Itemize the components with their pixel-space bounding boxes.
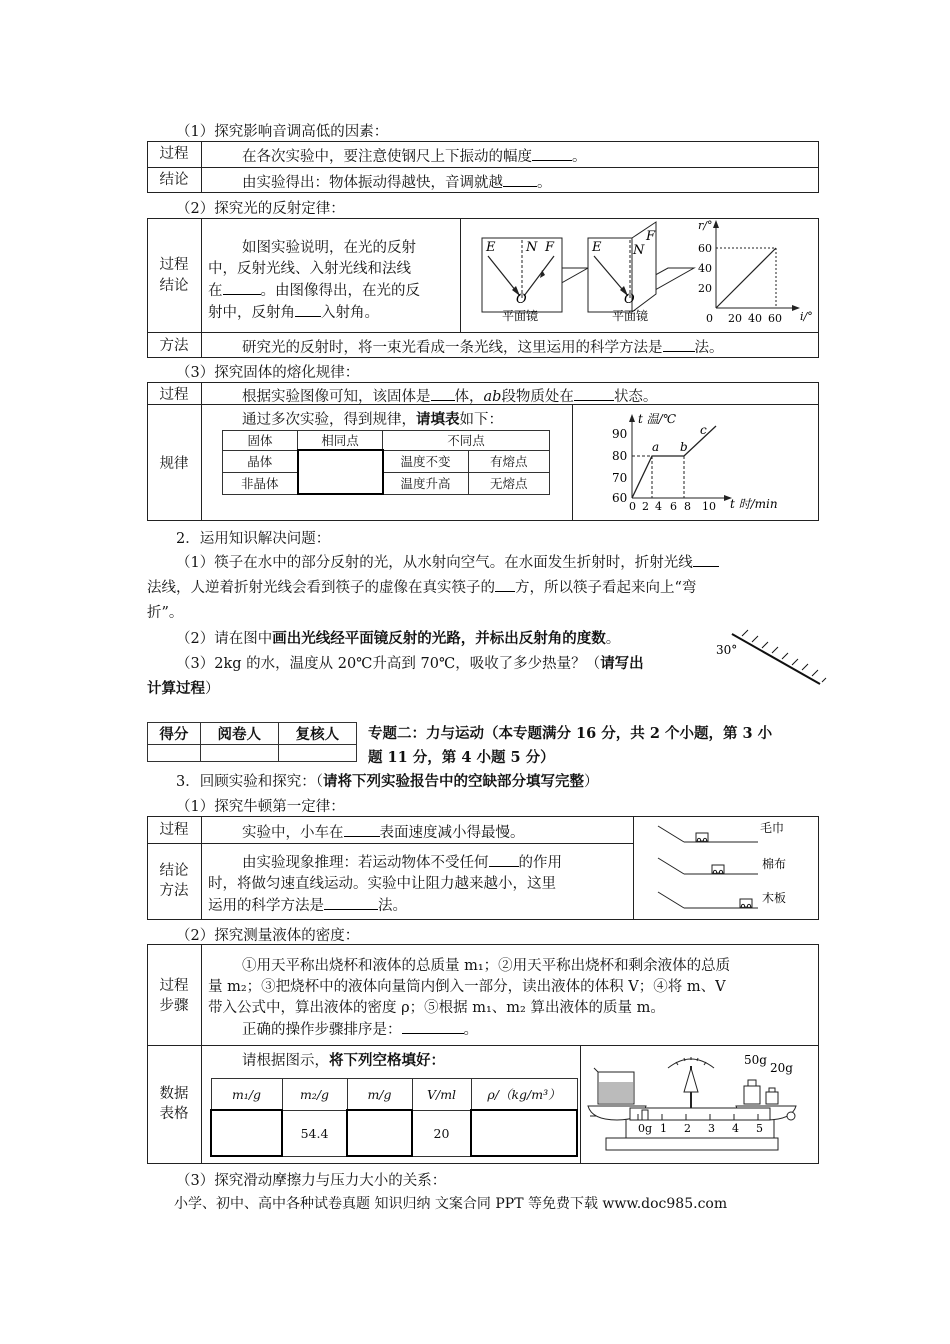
blank-angle-relation[interactable] xyxy=(295,302,321,317)
newton-method-label: 方法 xyxy=(159,883,189,899)
newton-conclusion-text: 由实验现象推理：若运动物体不受任何 的作用 时，将做匀速直线运动。实验中让阻力越来越小，这里 运用的科学方法是 法。 xyxy=(208,852,628,917)
balance-base xyxy=(606,1138,778,1150)
weight-50g xyxy=(744,1086,760,1104)
s1-3-heading: （3）探究固体的熔化规律： xyxy=(176,365,360,381)
ramp-figures xyxy=(654,818,804,918)
temp-axis-label: t 温/℃ xyxy=(638,412,677,426)
pitch-conclusion-text: 由实验得出：物体振动得越快，音调就越 。 xyxy=(242,171,552,192)
blank-common-point[interactable] xyxy=(298,450,383,494)
label-O-2: O xyxy=(624,292,635,307)
cell-V: 20 xyxy=(412,1110,471,1156)
svg-text:60: 60 xyxy=(612,491,628,505)
blank-model-method[interactable] xyxy=(663,337,695,352)
q3-s3-heading: （3）探究滑动摩擦力与压力大小的关系： xyxy=(176,1173,447,1189)
density-steps-text: ①用天平称出烧杯和液体的总质量 m₁；②用天平称出烧杯和剩余液体的总质 量 m₂；③把烧杯中的液体向量筒内倒入一部分，读出液体的体积 V；④将 m、V 带入公式中，算出液体的密度 ρ；⑤根据 m₁、m₂ 算出液体的质量 m。 正确的操作步骤排序是： 。 xyxy=(208,958,731,1038)
reflection-process-label: 过程 xyxy=(159,257,189,273)
blank-inference-method[interactable] xyxy=(324,895,378,910)
weight-50g-label: 50g xyxy=(744,1053,767,1067)
melting-process-text: 根据实验图像可知，该固体是 体，ab段物质处在 状态。 xyxy=(242,385,657,406)
ytick-20: 20 xyxy=(698,282,712,295)
label-O-1: O xyxy=(516,292,527,307)
reflection-method-label: 方法 xyxy=(159,338,189,354)
q2-p1-line2: 法线，人逆着折射光线会看到筷子的虚像在真实筷子的 方，所以筷子看起来向上“弯 xyxy=(147,576,696,597)
footer: 小学、初中、高中各种试卷真题 知识归纳 文案合同 PPT 等免费下载 www.doc985.com xyxy=(174,1196,728,1212)
blank-force[interactable] xyxy=(489,852,519,867)
newton-process-text: 实验中，小车在 表面速度减小得最慢。 xyxy=(242,821,525,842)
reflection-conclusion-label: 结论 xyxy=(159,278,189,294)
ramp-cotton xyxy=(658,858,758,874)
surface-cotton: 棉布 xyxy=(762,857,787,871)
point-c: c xyxy=(700,423,707,437)
blank-image-position[interactable] xyxy=(495,577,515,592)
cell-rho[interactable] xyxy=(471,1110,577,1156)
pitch-process-text: 在各次实验中，要注意使钢尺上下振动的幅度 。 xyxy=(242,145,587,166)
s1-2-heading: （2）探究光的反射定律： xyxy=(176,201,345,217)
q2-p3-line1: （3）2kg 的水，温度从 20℃升高到 70℃，吸收了多少热量？（请写出 xyxy=(176,655,644,672)
mirror-label-1: 平面镜 xyxy=(502,309,539,323)
r-i-line xyxy=(716,248,776,308)
blank-refraction-dir[interactable] xyxy=(693,552,719,567)
blank-step-order[interactable] xyxy=(402,1019,464,1034)
score-cell[interactable] xyxy=(148,745,201,762)
grader-cell[interactable] xyxy=(200,745,278,762)
svg-text:5: 5 xyxy=(756,1122,763,1135)
blank-solid-type[interactable] xyxy=(431,386,455,401)
cell-m2: 54.4 xyxy=(282,1110,347,1156)
label-E-1: E xyxy=(486,240,496,255)
svg-text:3: 3 xyxy=(708,1122,715,1135)
melting-process-label: 过程 xyxy=(159,387,189,403)
melting-rule-intro: 通过多次实验，得到规律，请填表如下： xyxy=(242,411,503,428)
surface-towel: 毛巾 xyxy=(760,821,785,835)
liquid xyxy=(599,1082,633,1103)
balance-figure xyxy=(586,1048,814,1160)
q2-p3-line2: 计算过程） xyxy=(147,680,220,697)
pitch-conclusion-label: 结论 xyxy=(159,172,189,188)
cell-m[interactable] xyxy=(347,1110,412,1156)
density-data-table: m₁/g m₂/g m/g V/ml ρ/（kg/m³） 54.4 20 xyxy=(210,1078,578,1157)
xtick-0: 0 xyxy=(706,312,713,325)
blank-state[interactable] xyxy=(574,386,614,401)
ramp-towel xyxy=(658,826,758,842)
q3-s1-heading: （1）探究牛顿第一定律： xyxy=(176,799,345,815)
melting-graph xyxy=(604,412,784,518)
weight-20g xyxy=(766,1092,778,1104)
reflection-method-text: 研究光的反射时，将一束光看成一条光线，这里运用的科学方法是 法。 xyxy=(242,336,724,357)
rider xyxy=(642,1110,648,1120)
ytick-40: 40 xyxy=(698,262,712,275)
time-axis-label: t 时/min xyxy=(730,497,778,511)
point-a: a xyxy=(652,440,660,454)
svg-text:70: 70 xyxy=(612,471,628,485)
xtick-40: 40 xyxy=(748,312,762,325)
weight-20g-label: 20g xyxy=(770,1061,793,1075)
density-steps-label: 步骤 xyxy=(159,998,189,1014)
angle-label: 30° xyxy=(716,643,738,657)
q2-p2: （2）请在图中画出光线经平面镜反射的光路，并标出反射角的度数。 xyxy=(176,630,621,647)
label-F-1: F xyxy=(545,240,555,255)
inclined-mirror-figure xyxy=(708,622,828,694)
svg-text:90: 90 xyxy=(612,427,628,441)
svg-text:0g: 0g xyxy=(638,1122,653,1135)
xtick-20: 20 xyxy=(728,312,742,325)
mirror-label-2: 平面镜 xyxy=(612,309,649,323)
svg-text:2: 2 xyxy=(684,1122,691,1135)
q2-heading: 2．运用知识解决问题： xyxy=(176,531,331,547)
density-process-label: 过程 xyxy=(159,978,189,994)
melting-rule-label: 规律 xyxy=(159,456,189,472)
density-data-intro: 请根据图示，将下列空格填好： xyxy=(242,1052,445,1069)
blank-surface[interactable] xyxy=(344,822,380,837)
r-axis-label: r/° xyxy=(698,219,713,232)
point-b: b xyxy=(680,440,688,454)
q2-p1-line3: 折”。 xyxy=(147,605,184,621)
blank-pitch[interactable] xyxy=(503,172,537,187)
q3-s2-heading: （2）探究测量液体的密度： xyxy=(176,928,360,944)
svg-text:80: 80 xyxy=(612,449,628,463)
ytick-60: 60 xyxy=(698,242,712,255)
blank-amplitude[interactable] xyxy=(532,146,572,161)
svg-text:4: 4 xyxy=(732,1122,739,1135)
label-N-1: N xyxy=(526,240,538,255)
score-box: 得分 阅卷人 复核人 xyxy=(147,722,357,762)
pitch-process-label: 过程 xyxy=(159,146,189,162)
xtick-60: 60 xyxy=(768,312,782,325)
q3-heading: 3．回顾实验和探究：（请将下列实验报告中的空缺部分填写完整） xyxy=(176,773,599,790)
ramp-wood xyxy=(658,892,758,908)
label-E-2: E xyxy=(592,240,602,255)
svg-text:10: 10 xyxy=(702,500,716,513)
svg-text:0: 0 xyxy=(629,500,636,513)
newton-process-label: 过程 xyxy=(159,822,189,838)
reflection-conclusion-text: 如图实验说明，在光的反射 中，反射光线、入射光线和法线 在 。由图像得出，在光的反 射中，反射角 入射角。 xyxy=(208,240,420,321)
blank-same-plane[interactable] xyxy=(223,280,261,295)
surface-wood: 木板 xyxy=(762,891,787,905)
beam-scale xyxy=(630,1108,770,1120)
svg-text:1: 1 xyxy=(660,1122,667,1135)
label-F-2: F xyxy=(646,229,656,244)
topic2-line1: 专题二：力与运动（本专题满分 16 分，共 2 个小题，第 3 小 xyxy=(368,725,773,742)
melting-summary-table: 固体 相同点 不同点 晶体 温度不变 有熔点 非晶体 温度升高 无熔点 xyxy=(222,430,550,495)
reflection-figures xyxy=(470,219,813,330)
newton-conclusion-label: 结论 xyxy=(159,863,189,879)
i-axis-label: i/° xyxy=(800,310,813,323)
reviewer-cell[interactable] xyxy=(278,745,356,762)
topic2-line2: 题 11 分，第 4 小题 5 分） xyxy=(368,749,555,766)
density-table-label: 表格 xyxy=(159,1106,189,1122)
q2-p1-line1: （1）筷子在水中的部分反射的光，从水射向空气。在水面发生折射时，折射光线 xyxy=(176,551,719,572)
svg-text:4: 4 xyxy=(655,500,662,513)
svg-text:2: 2 xyxy=(642,500,649,513)
svg-text:8: 8 xyxy=(684,500,691,513)
label-N-2: N xyxy=(633,243,645,258)
svg-text:6: 6 xyxy=(670,500,677,513)
s1-1-heading: （1）探究影响音调高低的因素： xyxy=(176,124,389,140)
density-data-label: 数据 xyxy=(159,1086,189,1102)
cell-m1[interactable] xyxy=(211,1110,282,1156)
